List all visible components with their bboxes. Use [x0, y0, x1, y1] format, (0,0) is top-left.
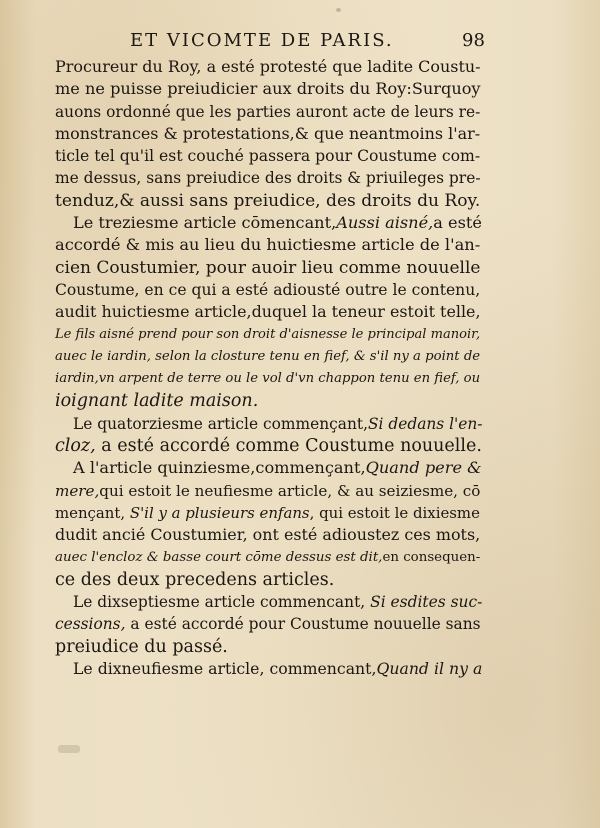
text-line: [55, 435, 487, 457]
line-text: Le quatorziesme article commençant,: [73, 414, 368, 433]
line-text: , qui estoit le dixiesme: [309, 503, 480, 522]
line-text: a esté accordé comme Coustume nouuelle.: [95, 436, 482, 457]
line-text: a esté accordé pour Coustume nouuelle sans: [125, 615, 481, 634]
italic-quote: Si dedans l'en-: [367, 414, 483, 433]
italic-quote: mere,: [55, 481, 100, 500]
italic-quote-line: iardin,vn arpent de terre ou le vol d'vn chappon tenu en fief, ou: [55, 371, 481, 387]
line-text: en consequen-: [382, 549, 481, 565]
text-line: cien Coustumier, pour auoir lieu comme nouuelle: [55, 257, 481, 278]
italic-quote: cessions,: [55, 615, 126, 634]
text-line: [55, 502, 487, 524]
ink-spot: [336, 8, 341, 12]
text-line: Coustume, en ce qui a esté adiousté outre le contenu,: [55, 280, 481, 299]
italic-quote: Quand pere &: [365, 458, 482, 478]
line-text: Le dixneufiesme article, commencant,: [73, 659, 377, 679]
text-line: audit huictiesme article,duquel la teneur estoit telle,: [55, 302, 481, 322]
italic-quote-line: ioignant ladite maison.: [55, 391, 259, 412]
italic-quote: Quand il ny a: [376, 659, 483, 679]
italic-quote: auec l'encloz & basse court cōme dessus est dit,: [55, 549, 383, 565]
text-line: [55, 591, 487, 613]
text-line: [55, 547, 487, 569]
page-number: 98: [462, 30, 485, 51]
italic-quote: Aussi aisné,: [336, 213, 434, 233]
text-line: auons ordonné que les parties auront acte de leurs re-: [55, 102, 481, 121]
line-text: A l'article quinziesme,commençant,: [73, 458, 366, 478]
italic-quote: S'il y a plusieurs enfans: [129, 503, 310, 522]
text-line: me dessus, sans preiudice des droits & priuileges pre-: [55, 169, 481, 188]
text-line: [55, 457, 487, 479]
text-line: [55, 658, 487, 680]
text-line: preiudice du passé.: [55, 636, 228, 657]
line-text: qui estoit le neufiesme article, & au seiziesme, cō: [99, 481, 481, 500]
italic-quote-line: Le fils aisné prend pour son droit d'aisnesse le principal manoir,: [55, 326, 481, 342]
text-line: me ne puisse preiudicier aux droits du Roy:Surquoy: [55, 79, 481, 99]
italic-quote: Si esdites suc-: [370, 593, 483, 612]
running-title: ET VICOMTE DE PARIS.: [130, 30, 394, 51]
text-line: [55, 480, 487, 502]
text-line: [55, 212, 487, 234]
text-line: monstrances & protestations,& que neantmoins l'ar-: [55, 123, 481, 143]
line-text: mençant,: [55, 503, 126, 522]
text-line: [55, 413, 487, 435]
italic-quote-line: auec le iardin, selon la closture tenu en fief, & s'il ny a point de: [55, 348, 481, 364]
text-line: [55, 613, 487, 635]
text-line: Procureur du Roy, a esté protesté que ladite Coustu-: [55, 57, 481, 76]
italic-quote: cloz,: [55, 436, 96, 457]
faded-stain: [58, 745, 80, 753]
line-text: Le dixseptiesme article commencant,: [73, 593, 366, 612]
text-line: tenduz,& aussi sans preiudice, des droits du Roy.: [55, 190, 481, 211]
line-text: Le treziesme article cōmencant,: [73, 213, 337, 233]
text-line: ce des deux precedens articles.: [55, 569, 335, 590]
text-line: accordé & mis au lieu du huictiesme article de l'an-: [55, 235, 481, 255]
text-line: ticle tel qu'il est couché passera pour Coustume com-: [55, 146, 481, 166]
line-text: a esté: [433, 213, 482, 233]
text-line: dudit ancié Coustumier, ont esté adioustez ces mots,: [55, 525, 481, 545]
body-text: [55, 56, 487, 680]
